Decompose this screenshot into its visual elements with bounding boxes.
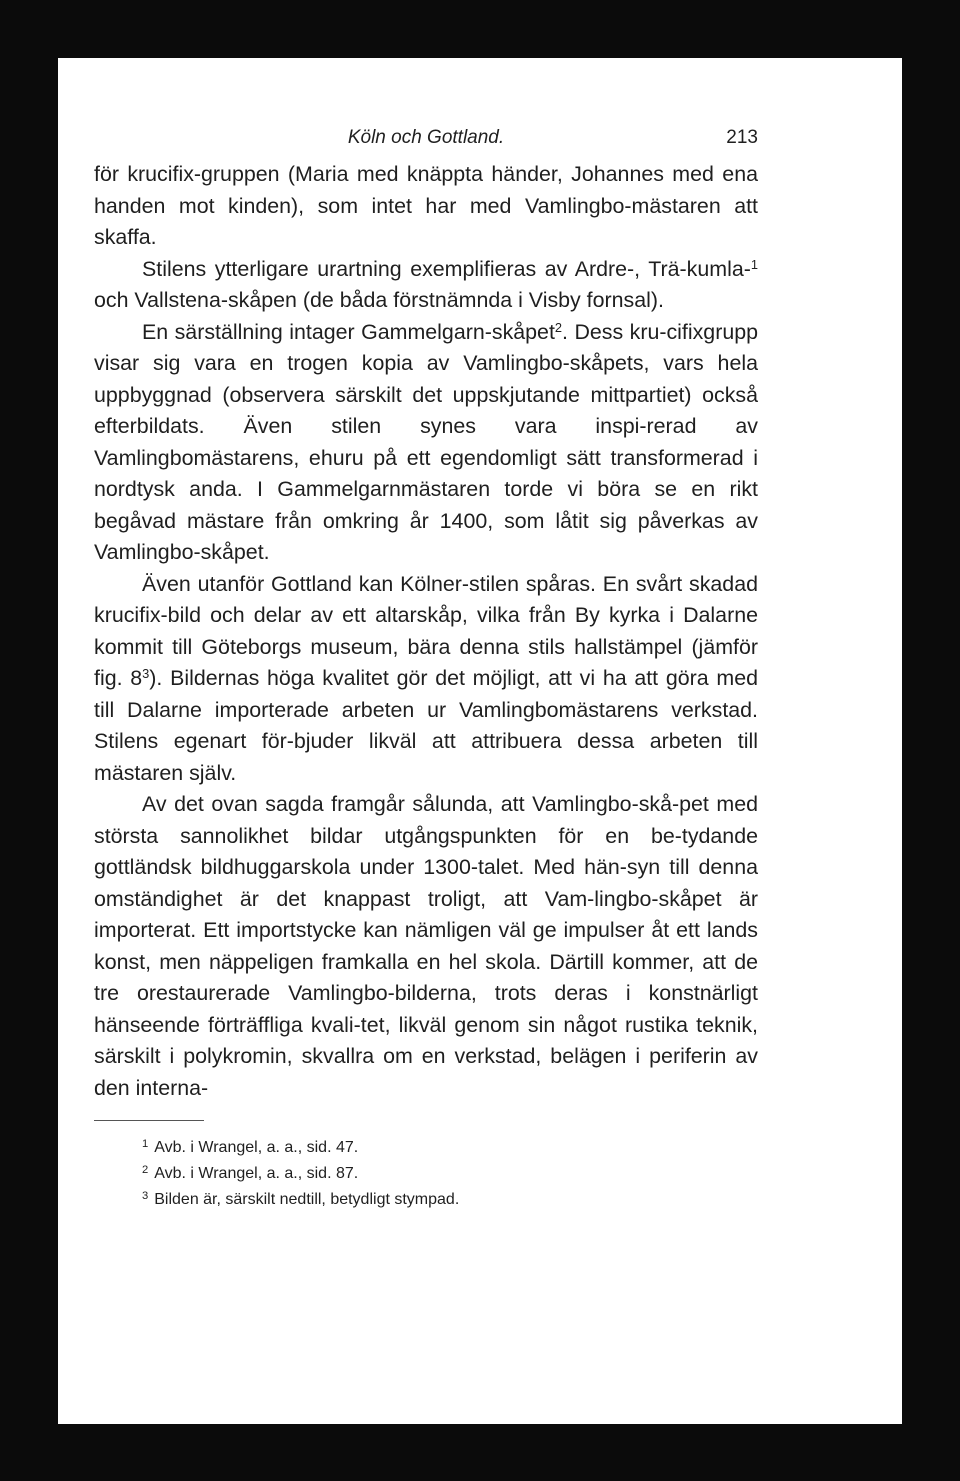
- footnote-marker: 3: [142, 1189, 149, 1202]
- paragraph-text: och Vallstena-skåpen (de båda förstnämnda i Visby fornsal).: [94, 288, 664, 312]
- paragraph-5: [94, 789, 758, 1104]
- footnote-reference: 2: [554, 319, 563, 335]
- paragraph-3: [94, 317, 758, 569]
- footnotes: [94, 1135, 758, 1213]
- text-column: [94, 123, 758, 1213]
- page-number: 213: [726, 127, 758, 148]
- book-page: [58, 58, 902, 1424]
- paragraph-text: Av det ovan sagda framgår sålunda, att Vamlingbo-skå-pet med största sannolikhet bildar utgångspunkten för en be-tydande gottländsk bildhuggarskola under 1300-talet. Med hän-syn till denna omständighet är det knappast troligt, att Vam-lingbo-skåpet är importerat. Ett importstycke kan nämligen väl ge impulser åt ett lands konst, men näppeligen framkalla en hel skola. Därtill kommer, att de tre orestaurerade Vamlingbo-bilderna, trots deras i konstnärligt hänseende förträffliga kvali-tet, likväl genom sin något rustika teknik, särskilt i polykromin, skvallra om en verkstad, belägen i periferin av den interna-: [94, 792, 758, 1100]
- footnote-3: [142, 1187, 758, 1213]
- paragraph-1: [94, 159, 758, 254]
- paragraph-text: ). Bildernas höga kvalitet gör det möjligt, att vi ha att göra med till Dalarne importerade arbeten ur Vamlingbomästarens verkstad. Stilens egenart för-bjuder likväl att attribuera dessa arbeten till mästaren själv.: [94, 666, 758, 785]
- footnote-marker: 1: [142, 1137, 149, 1150]
- footnote-reference: 1: [750, 256, 758, 272]
- paragraph-4: [94, 569, 758, 790]
- footnote-text: Avb. i Wrangel, a. a., sid. 47.: [154, 1139, 359, 1156]
- footnote-marker: 2: [142, 1163, 149, 1176]
- running-title: Köln och Gottland.: [347, 127, 505, 148]
- running-head: [94, 123, 758, 153]
- footnote-text: Avb. i Wrangel, a. a., sid. 87.: [154, 1165, 359, 1182]
- paragraph-text: Stilens ytterligare urartning exemplifieras av Ardre-, Trä-kumla-: [142, 256, 751, 281]
- footnote-divider: [94, 1120, 204, 1121]
- paragraph-text: En särställning intager Gammelgarn-skåpet: [142, 319, 555, 344]
- footnote-reference: 3: [142, 665, 150, 681]
- footnote-1: [142, 1135, 758, 1161]
- paragraph-2: [94, 254, 758, 317]
- footnote-2: [142, 1161, 758, 1187]
- footnote-text: Bilden är, särskilt nedtill, betydligt stympad.: [154, 1191, 460, 1208]
- paragraph-text: för krucifix-gruppen (Maria med knäppta händer, Johannes med ena handen mot kinden), som intet har med Vamlingbo-mästaren att skaffa.: [94, 162, 758, 249]
- paragraph-text: Även utanför Gottland kan Kölner-stilen spåras. En svårt skadad krucifix-bild och delar av ett altarskåp, vilka från By kyrka i Dalarne kommit till Göteborgs museum, bära denna stils hallstämpel (jämför fig. 8: [94, 571, 758, 690]
- body-text: [94, 159, 758, 1104]
- paragraph-text: . Dess kru-cifixgrupp visar sig vara en trogen kopia av Vamlingbo-skåpets, vars hela uppbyggnad (observera särskilt det uppskjutande mittpartiet) också efterbildats. Även stilen synes vara inspi-rerad av Vamlingbomästarens, ehuru på ett egendomligt sätt transformerad i nordtysk anda. I Gammelgarnmästaren torde vi böra se en rikt begåvad mästare från omkring år 1400, som låtit sig påverkas av Vamlingbo-skåpet.: [94, 319, 759, 564]
